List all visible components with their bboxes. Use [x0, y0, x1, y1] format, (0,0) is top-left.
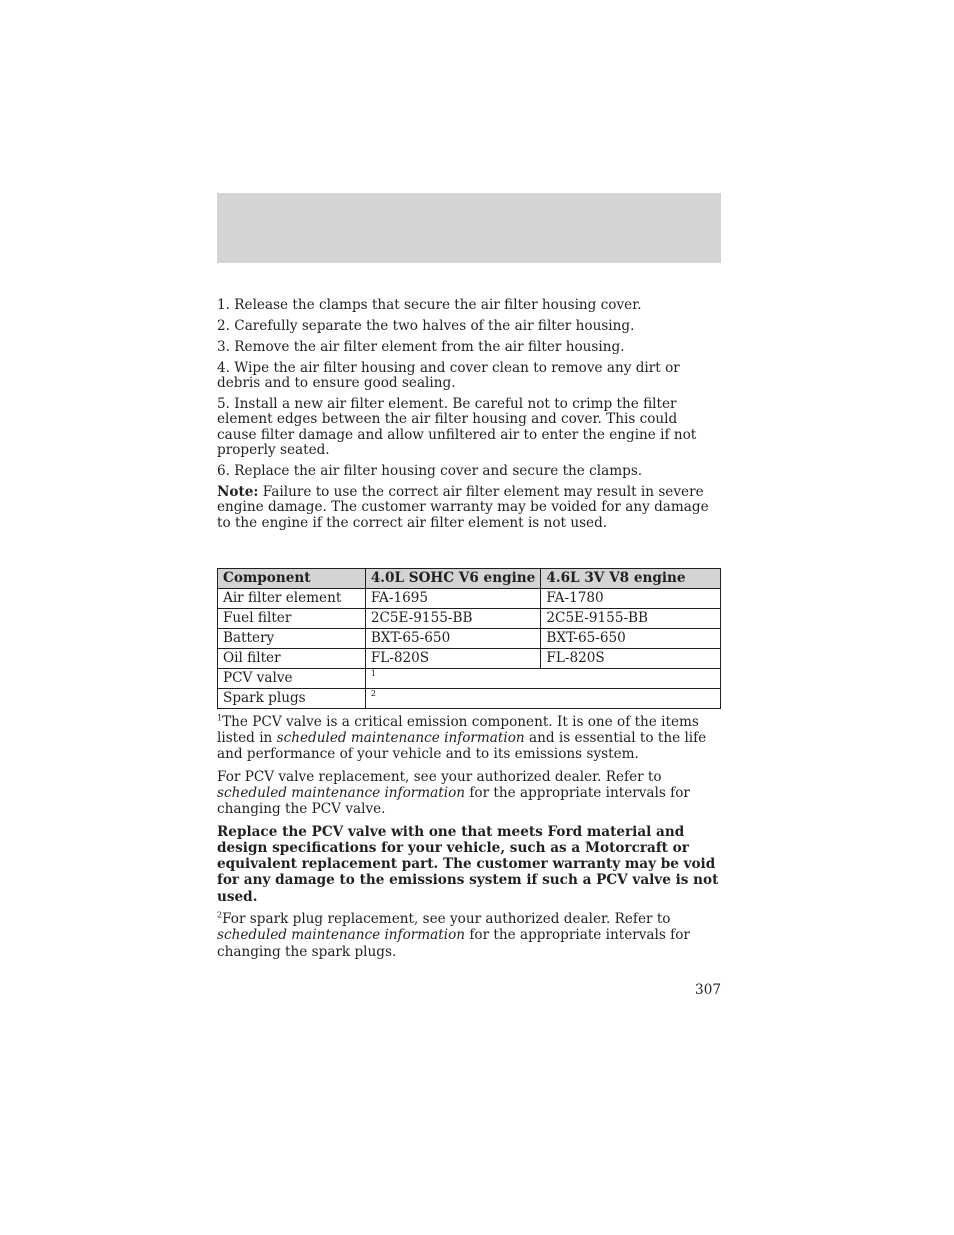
table-ref-cell	[365, 668, 720, 688]
header-v8-engine: 4.6L 3V V8 engine	[541, 568, 721, 588]
table-cell: 2C5E-9155-BB	[541, 608, 721, 628]
pcv-replacement-paragraph	[217, 769, 721, 818]
footnote-2-italic: scheduled maintenance information	[217, 927, 466, 944]
spacer	[217, 537, 721, 568]
footnote-2-text-end: for the appropriate intervals for changing the spark plugs.	[217, 927, 690, 960]
footnote-2-marker: 2	[217, 910, 223, 920]
table-row	[218, 688, 721, 708]
header-component: Component	[218, 568, 366, 588]
table-row	[218, 608, 721, 628]
table-cell: Oil filter	[218, 648, 366, 668]
table-cell: BXT-65-650	[541, 628, 721, 648]
table-cell: Spark plugs	[218, 688, 366, 708]
footnote-ref-1: 1	[370, 668, 376, 678]
table-row	[218, 648, 721, 668]
table-cell: Fuel filter	[218, 608, 366, 628]
pcv-text-end: for the appropriate intervals for changing the PCV valve.	[217, 784, 690, 818]
note-label: Note:	[217, 484, 259, 501]
step-3: 3. Remove the air filter element from the air filter housing.	[217, 338, 625, 355]
table-row	[218, 668, 721, 688]
parts-table	[217, 568, 721, 709]
pcv-italic: scheduled maintenance information	[217, 784, 466, 801]
header-v6-engine: 4.0L SOHC V6 engine	[365, 568, 541, 588]
footnote-1-text-end: and is essential to the life and performance of your vehicle and to its emissions system.	[217, 730, 707, 763]
table-cell: BXT-65-650	[365, 628, 541, 648]
note-paragraph	[217, 485, 721, 531]
table-ref-cell	[365, 688, 720, 708]
table-cell: Battery	[218, 628, 366, 648]
footnote-2	[217, 911, 721, 960]
pcv-text: For PCV valve replacement, see your authorized dealer. Refer to	[217, 768, 662, 785]
footnotes	[217, 714, 721, 960]
table-cell: FL-820S	[541, 648, 721, 668]
step-6: 6. Replace the air filter housing cover and secure the clamps.	[217, 463, 643, 480]
table-header-row	[218, 568, 721, 588]
pcv-warning: Replace the PCV valve with one that meets Ford material and design specifications for your vehicle, such as a Motorcraft or equivalent replacement part. The customer warranty may be void for any damage to the emissions system if such a PCV valve is not used.	[217, 823, 719, 905]
table-row	[218, 628, 721, 648]
footnote-2-text: For spark plug replacement, see your authorized dealer. Refer to	[222, 911, 671, 928]
table-cell: FL-820S	[365, 648, 541, 668]
footnote-1-marker: 1	[217, 713, 223, 723]
note-text: Failure to use the correct air filter element may result in severe engine damage. The customer warranty may be voided for any damage to the engine if the correct air filter element is not used.	[217, 484, 709, 531]
step-4: 4. Wipe the air filter housing and cover clean to remove any dirt or debris and to ensure good sealing.	[217, 359, 680, 392]
step-5: 5. Install a new air filter element. Be careful not to crimp the filter element edges between the air filter housing and cover. This could cause filter damage and allow unfiltered air to enter the engine if not properly seated.	[217, 396, 697, 459]
table-row	[218, 588, 721, 608]
footnote-1-italic: scheduled maintenance information	[276, 730, 525, 747]
table-cell: PCV valve	[218, 668, 366, 688]
table-cell: FA-1780	[541, 588, 721, 608]
table-cell: FA-1695	[365, 588, 541, 608]
table-cell: 2C5E-9155-BB	[365, 608, 541, 628]
step-1: 1. Release the clamps that secure the air filter housing cover.	[217, 297, 642, 313]
footnote-ref-2: 2	[370, 688, 376, 698]
table-cell: Air filter element	[218, 588, 366, 608]
footnote-1-text: The PCV valve is a critical emission component. It is one of the items listed in	[217, 713, 699, 747]
footnote-1	[217, 714, 721, 763]
page-content	[217, 298, 721, 966]
section-header-band	[217, 193, 721, 263]
page-number: 307	[695, 982, 721, 998]
step-2: 2. Carefully separate the two halves of the air filter housing.	[217, 317, 635, 334]
